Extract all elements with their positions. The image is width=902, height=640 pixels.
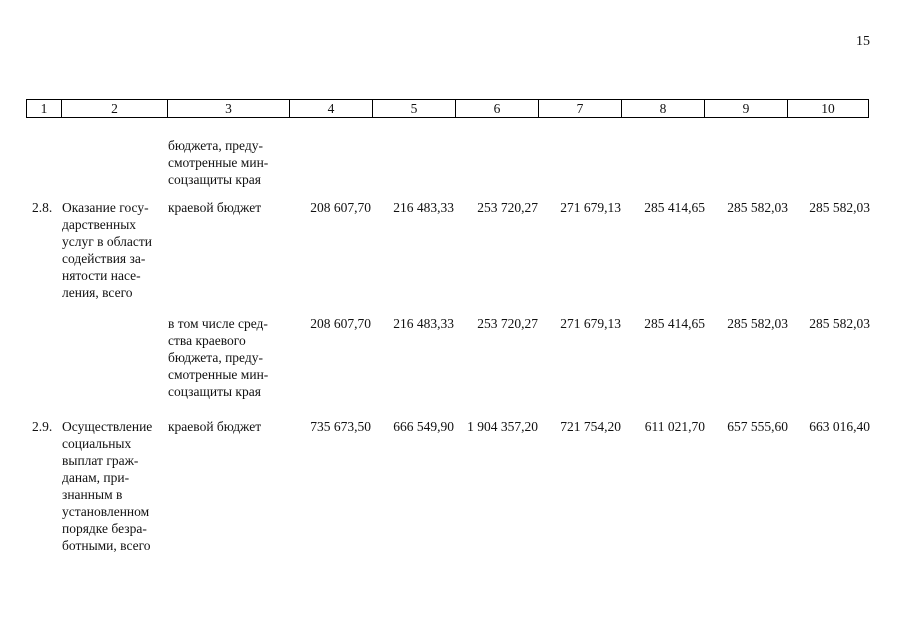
column-header-7: 7: [539, 100, 622, 118]
value-col-7: 721 754,20: [560, 419, 621, 434]
value-col-8: 285 414,65: [644, 316, 705, 331]
row-index: 2.9.: [32, 419, 53, 434]
source-line: краевой бюджет: [168, 419, 262, 434]
row-description: [62, 418, 166, 554]
source-line: бюджета, преду-: [168, 350, 263, 365]
source-line: краевой бюджет: [168, 200, 262, 215]
description-line: услуг в области: [62, 234, 153, 249]
value-col-6: 253 720,27: [477, 200, 538, 215]
column-header-1: 1: [27, 100, 62, 118]
value-col-6: 1 904 357,20: [467, 419, 538, 434]
row-description: [62, 199, 166, 301]
column-header-8: 8: [622, 100, 705, 118]
description-line: дарственных: [62, 217, 137, 232]
value-col-9: 657 555,60: [727, 419, 788, 434]
value-col-5: 666 549,90: [393, 419, 454, 434]
description-line: данам, при-: [62, 470, 130, 485]
source-line: соцзащиты края: [168, 172, 261, 187]
description-line: нятости насе-: [62, 268, 141, 283]
value-col-8: 285 414,65: [644, 200, 705, 215]
source-line: ства краевого: [168, 333, 246, 348]
column-header-4: 4: [290, 100, 373, 118]
page-number: 15: [856, 34, 870, 49]
row-source: [168, 199, 288, 216]
description-line: знанным в: [62, 487, 123, 502]
description-line: установленном: [62, 504, 150, 519]
source-line: смотренные мин-: [168, 155, 269, 170]
source-line: в том числе сред-: [168, 316, 268, 331]
description-line: Оказание госу-: [62, 200, 149, 215]
value-col-7: 271 679,13: [560, 200, 621, 215]
column-header-row: [26, 99, 869, 118]
column-header-9: 9: [705, 100, 788, 118]
value-col-5: 216 483,33: [393, 200, 454, 215]
source-line: бюджета, преду-: [168, 138, 263, 153]
continuation-source: [168, 137, 288, 188]
value-col-9: 285 582,03: [727, 200, 788, 215]
description-line: порядке безра-: [62, 521, 147, 536]
value-col-5: 216 483,33: [393, 316, 454, 331]
column-header-5: 5: [373, 100, 456, 118]
source-line: соцзащиты края: [168, 384, 261, 399]
description-line: содействия за-: [62, 251, 146, 266]
row-index: 2.8.: [32, 200, 53, 215]
description-line: ботными, всего: [62, 538, 151, 553]
value-col-10: 285 582,03: [809, 316, 870, 331]
value-col-6: 253 720,27: [477, 316, 538, 331]
value-col-10: 285 582,03: [809, 200, 870, 215]
column-header-6: 6: [456, 100, 539, 118]
source-line: смотренные мин-: [168, 367, 269, 382]
row-source: [168, 418, 288, 435]
column-header-10: 10: [788, 100, 869, 118]
value-col-4: 208 607,70: [310, 200, 371, 215]
column-header-2: 2: [62, 100, 168, 118]
description-line: ления, всего: [62, 285, 133, 300]
description-line: социальных: [62, 436, 132, 451]
value-col-4: 208 607,70: [310, 316, 371, 331]
value-col-10: 663 016,40: [809, 419, 870, 434]
value-col-9: 285 582,03: [727, 316, 788, 331]
description-line: выплат граж-: [62, 453, 139, 468]
value-col-4: 735 673,50: [310, 419, 371, 434]
value-col-7: 271 679,13: [560, 316, 621, 331]
value-col-8: 611 021,70: [644, 419, 705, 434]
description-line: Осуществление: [62, 419, 153, 434]
column-header-3: 3: [168, 100, 290, 118]
row-source: [168, 315, 288, 400]
